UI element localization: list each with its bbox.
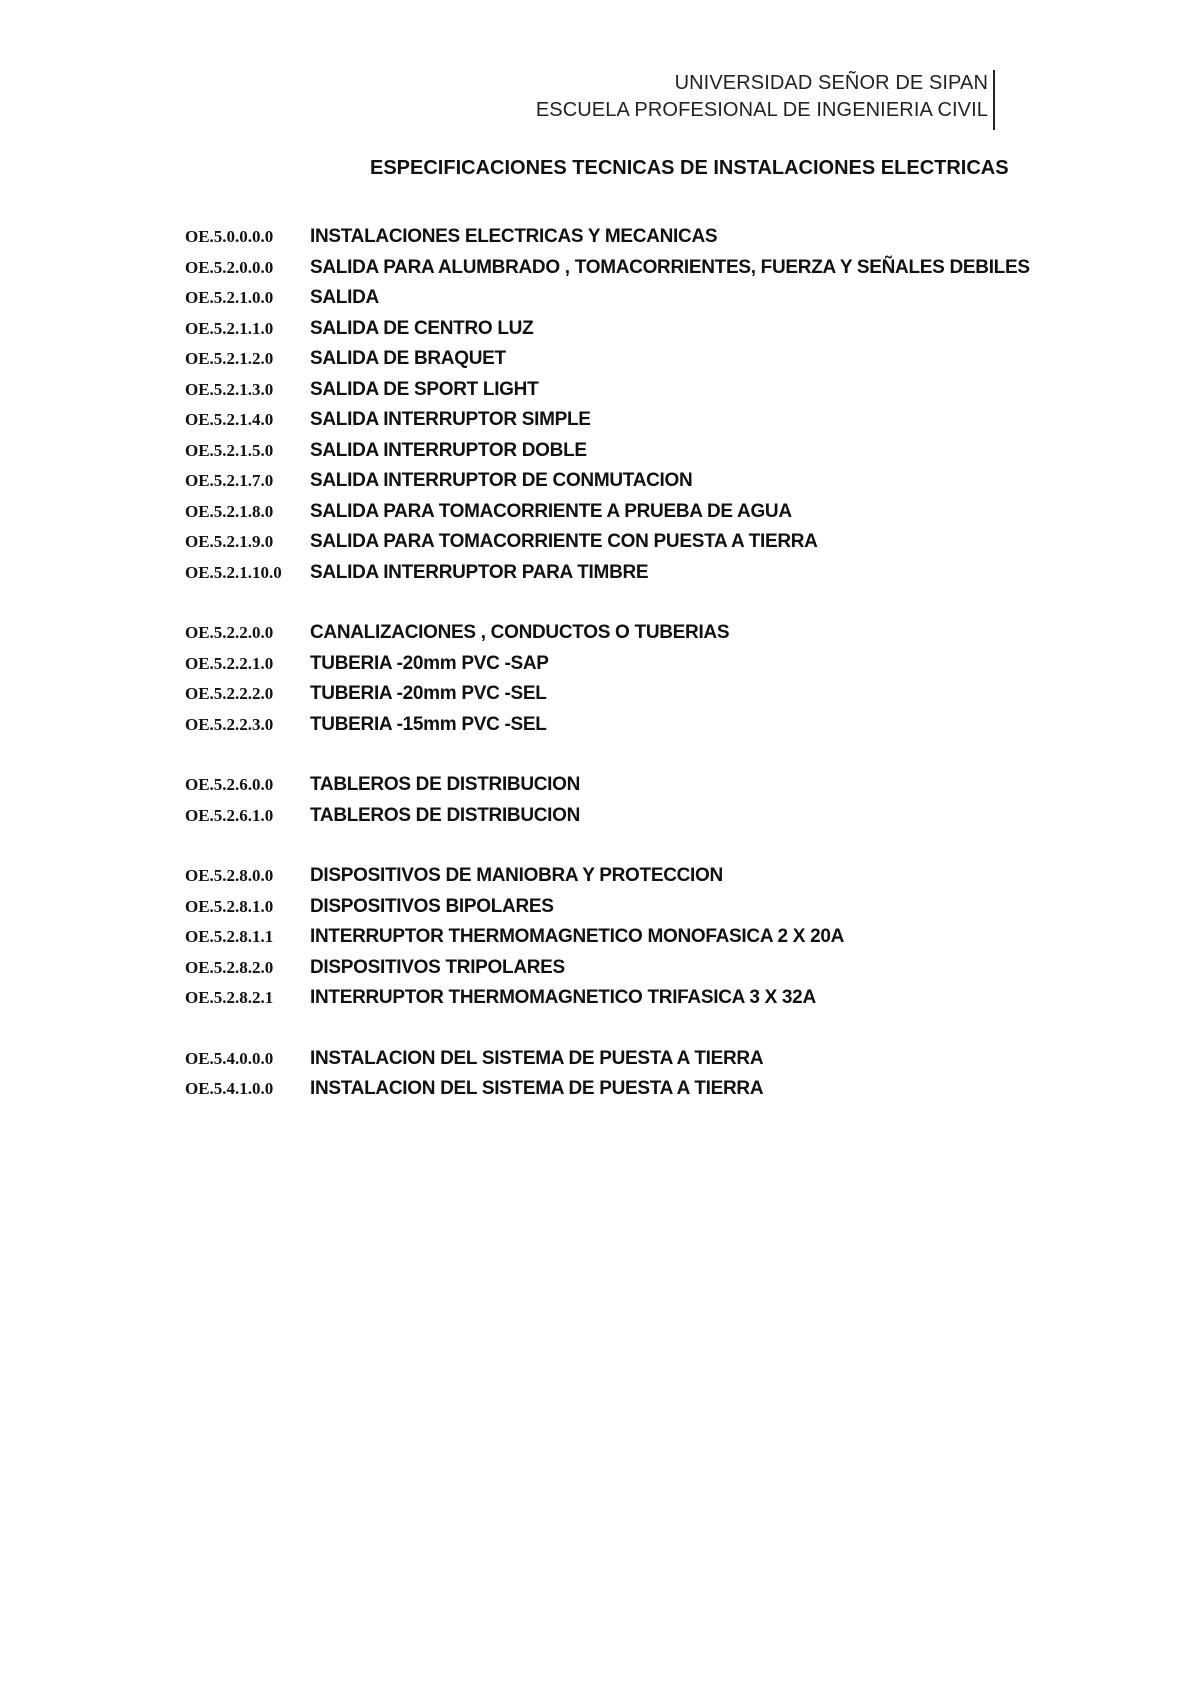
item-code: OE.5.2.8.2.1 bbox=[185, 988, 274, 1007]
header-university: UNIVERSIDAD SEÑOR DE SIPAN bbox=[674, 72, 988, 94]
item-code: OE.5.4.1.0.0 bbox=[185, 1079, 274, 1098]
item-code: OE.5.2.1.2.0 bbox=[185, 349, 274, 368]
item-description: TUBERIA -20mm PVC -SEL bbox=[310, 683, 547, 704]
page-title: ESPECIFICACIONES TECNICAS DE INSTALACIONES ELECTRICAS bbox=[370, 157, 1009, 179]
item-code: OE.5.2.8.1.1 bbox=[185, 927, 274, 946]
list-item bbox=[185, 987, 1065, 1018]
header-school: ESCUELA PROFESIONAL DE INGENIERIA CIVIL bbox=[535, 99, 988, 121]
item-description: SALIDA bbox=[310, 287, 379, 308]
group-spacer bbox=[185, 744, 1065, 774]
list-item bbox=[185, 379, 1065, 410]
item-description: TABLEROS DE DISTRIBUCION bbox=[310, 774, 581, 795]
list-item bbox=[185, 470, 1065, 501]
item-description: DISPOSITIVOS BIPOLARES bbox=[310, 895, 554, 917]
item-code: OE.5.2.2.3.0 bbox=[185, 714, 274, 734]
item-description: TABLEROS DE DISTRIBUCION bbox=[310, 804, 581, 826]
item-description: INSTALACION DEL SISTEMA DE PUESTA A TIERRA bbox=[310, 1078, 764, 1099]
item-code: OE.5.2.2.2.0 bbox=[185, 684, 274, 703]
specification-list bbox=[185, 226, 1065, 1109]
list-item bbox=[185, 501, 1065, 532]
item-code: OE.5.2.6.0.0 bbox=[185, 775, 274, 794]
item-code: OE.5.2.8.1.0 bbox=[185, 896, 274, 916]
item-description: INTERRUPTOR THERMOMAGNETICO TRIFASICA 3 X 32A bbox=[310, 987, 816, 1008]
item-description: INSTALACIONES ELECTRICAS Y MECANICAS bbox=[310, 226, 718, 247]
header-divider bbox=[993, 70, 995, 130]
item-code: OE.5.2.1.8.0 bbox=[185, 501, 274, 521]
item-description: SALIDA INTERRUPTOR SIMPLE bbox=[310, 409, 591, 430]
item-description: TUBERIA -15mm PVC -SEL bbox=[310, 713, 547, 735]
list-item bbox=[185, 683, 1065, 714]
list-item bbox=[185, 774, 1065, 805]
item-code: OE.5.2.1.7.0 bbox=[185, 471, 274, 490]
list-item bbox=[185, 257, 1065, 288]
item-description: SALIDA INTERRUPTOR DE CONMUTACION bbox=[310, 470, 693, 491]
item-code: OE.5.4.0.0.0 bbox=[185, 1048, 274, 1068]
list-item bbox=[185, 865, 1065, 896]
list-item bbox=[185, 348, 1065, 379]
item-description: SALIDA INTERRUPTOR DOBLE bbox=[310, 439, 587, 461]
list-item bbox=[185, 226, 1065, 257]
item-code: OE.5.2.1.5.0 bbox=[185, 440, 274, 460]
item-code: OE.5.2.1.0.0 bbox=[185, 288, 274, 307]
list-item bbox=[185, 622, 1065, 653]
item-code: OE.5.2.1.3.0 bbox=[185, 379, 274, 399]
item-code: OE.5.2.1.10.0 bbox=[185, 562, 282, 582]
item-description: SALIDA DE BRAQUET bbox=[310, 348, 506, 369]
item-description: SALIDA PARA TOMACORRIENTE CON PUESTA A TIERRA bbox=[310, 531, 818, 552]
item-code: OE.5.2.6.1.0 bbox=[185, 805, 274, 825]
list-item bbox=[185, 957, 1065, 988]
list-item bbox=[185, 531, 1065, 562]
item-description: CANALIZACIONES , CONDUCTOS O TUBERIAS bbox=[310, 622, 730, 643]
item-description: SALIDA INTERRUPTOR PARA TIMBRE bbox=[310, 561, 649, 583]
list-item bbox=[185, 926, 1065, 957]
list-item bbox=[185, 409, 1065, 440]
item-code: OE.5.2.1.1.0 bbox=[185, 318, 274, 338]
list-item bbox=[185, 287, 1065, 318]
item-code: OE.5.2.8.2.0 bbox=[185, 957, 274, 977]
item-description: DISPOSITIVOS TRIPOLARES bbox=[310, 956, 565, 978]
item-description: SALIDA DE SPORT LIGHT bbox=[310, 378, 539, 400]
item-description: INTERRUPTOR THERMOMAGNETICO MONOFASICA 2 X 20A bbox=[310, 926, 845, 947]
group-spacer bbox=[185, 592, 1065, 622]
list-item bbox=[185, 805, 1065, 836]
item-code: OE.5.2.2.0.0 bbox=[185, 623, 274, 642]
item-description: DISPOSITIVOS DE MANIOBRA Y PROTECCION bbox=[310, 865, 723, 886]
item-description: INSTALACION DEL SISTEMA DE PUESTA A TIERRA bbox=[310, 1047, 764, 1069]
item-code: OE.5.2.1.9.0 bbox=[185, 532, 274, 551]
item-code: OE.5.2.1.4.0 bbox=[185, 410, 274, 429]
group-spacer bbox=[185, 1018, 1065, 1048]
list-item bbox=[185, 653, 1065, 684]
item-description: TUBERIA -20mm PVC -SAP bbox=[310, 652, 549, 674]
item-code: OE.5.2.8.0.0 bbox=[185, 866, 274, 885]
item-description: SALIDA PARA TOMACORRIENTE A PRUEBA DE AGUA bbox=[310, 500, 792, 522]
item-description: SALIDA DE CENTRO LUZ bbox=[310, 317, 534, 339]
item-code: OE.5.2.0.0.0 bbox=[185, 257, 274, 277]
list-item bbox=[185, 1078, 1065, 1109]
list-item bbox=[185, 318, 1065, 349]
list-item bbox=[185, 896, 1065, 927]
list-item bbox=[185, 714, 1065, 745]
group-spacer bbox=[185, 835, 1065, 865]
list-item bbox=[185, 1048, 1065, 1079]
list-item bbox=[185, 440, 1065, 471]
list-item bbox=[185, 562, 1065, 593]
item-code: OE.5.0.0.0.0 bbox=[185, 227, 274, 246]
item-code: OE.5.2.2.1.0 bbox=[185, 653, 274, 673]
item-description: SALIDA PARA ALUMBRADO , TOMACORRIENTES, FUERZA Y SEÑALES DEBILES bbox=[310, 256, 1030, 278]
page-header bbox=[536, 70, 988, 124]
